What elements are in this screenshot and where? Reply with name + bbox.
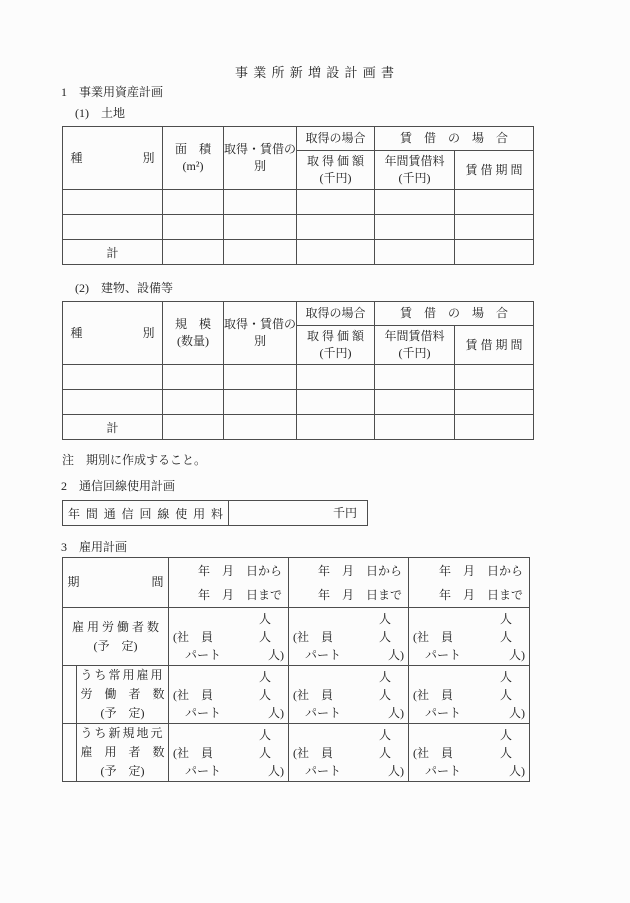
regular-workers-row-label: うち常用雇用 労 働 者 数 (予 定) — [77, 666, 169, 724]
staff-label: (社 員 — [173, 629, 214, 644]
note-text: 注 期別に作成すること。 — [62, 453, 207, 467]
part-time-label: パート — [305, 705, 342, 720]
part-time-unit: 人) — [388, 705, 405, 720]
blank-input-cell — [163, 365, 224, 390]
blank-input-cell — [63, 365, 163, 390]
land-col-header-lease-term: 賃 借 期 間 — [455, 151, 534, 190]
staff-unit: 人 — [379, 687, 392, 702]
comm-line-fee-label: 年 間 通 信 回 線 使 用 料 — [63, 501, 229, 526]
blank-input-cell — [163, 215, 224, 240]
blank-input-cell — [297, 240, 375, 265]
land-total-row-label: 計 — [63, 240, 163, 265]
blank-input-cell — [297, 190, 375, 215]
staff-label: (社 員 — [413, 629, 454, 644]
building-col-header-acquire-or-lease: 取得・賃借の 別 — [224, 302, 297, 365]
land-col-header-area: 面 積 (m²) — [163, 127, 224, 190]
comm-line-fee-unit: 千円 — [332, 505, 357, 520]
period-header-cell: 年 月 日から 年 月 日まで — [289, 558, 409, 608]
part-time-unit: 人) — [268, 647, 285, 662]
part-time-unit: 人) — [509, 647, 526, 662]
building-group-header-lease: 賃 借 の 場 合 — [375, 302, 534, 326]
part-time-label: パート — [425, 647, 462, 662]
indent-cell — [63, 666, 77, 724]
land-group-header-acquisition: 取得の場合 — [297, 127, 375, 151]
period-header-cell: 年 月 日から 年 月 日まで — [169, 558, 289, 608]
blank-input-cell — [224, 415, 297, 440]
period-header-label: 期 間 — [63, 558, 169, 608]
employment-count-cell: 人 (社 員 人 パート 人) — [169, 724, 289, 782]
blank-input-cell — [163, 190, 224, 215]
land-col-header-type: 種 別 — [63, 127, 163, 190]
staff-label: (社 員 — [413, 745, 454, 760]
section1-sub1-heading: (1) 土地 — [75, 106, 125, 120]
blank-input-cell — [63, 215, 163, 240]
building-col-header-type: 種 別 — [63, 302, 163, 365]
blank-input-cell — [375, 390, 455, 415]
blank-input-cell — [63, 390, 163, 415]
part-time-label: パート — [425, 763, 462, 778]
blank-input-cell — [375, 215, 455, 240]
part-time-label: パート — [185, 647, 222, 662]
blank-input-cell — [224, 240, 297, 265]
blank-input-cell — [455, 390, 534, 415]
part-time-unit: 人) — [509, 763, 526, 778]
blank-input-cell — [455, 240, 534, 265]
blank-input-cell — [297, 215, 375, 240]
land-col-header-annual-rent: 年間賃借料 (千円) — [375, 151, 455, 190]
employment-count-cell: 人 (社 員 人 パート 人) — [289, 608, 409, 666]
employment-count-cell: 人 (社 員 人 パート 人) — [289, 724, 409, 782]
part-time-label: パート — [305, 647, 342, 662]
comm-line-fee-value-cell — [229, 501, 368, 526]
building-group-header-acquisition: 取得の場合 — [297, 302, 375, 326]
part-time-label: パート — [305, 763, 342, 778]
building-col-header-acquisition-price: 取 得 価 額 (千円) — [297, 326, 375, 365]
blank-input-cell — [224, 390, 297, 415]
staff-label: (社 員 — [293, 745, 334, 760]
staff-label: (社 員 — [293, 687, 334, 702]
staff-unit: 人 — [379, 629, 392, 644]
staff-label: (社 員 — [173, 687, 214, 702]
land-col-header-acquisition-price: 取 得 価 額 (千円) — [297, 151, 375, 190]
employment-count-cell: 人 (社 員 人 パート 人) — [409, 666, 530, 724]
blank-input-cell — [455, 415, 534, 440]
blank-input-cell — [297, 415, 375, 440]
blank-input-cell — [375, 365, 455, 390]
part-time-label: パート — [425, 705, 462, 720]
part-time-label: パート — [185, 763, 222, 778]
blank-input-cell — [163, 415, 224, 440]
blank-input-cell — [455, 190, 534, 215]
employment-table — [62, 557, 530, 782]
blank-input-cell — [163, 240, 224, 265]
staff-label: (社 員 — [413, 687, 454, 702]
staff-unit: 人 — [259, 745, 272, 760]
blank-input-cell — [375, 190, 455, 215]
employed-workers-row-label: 雇 用 労 働 者 数 (予 定) — [63, 608, 169, 666]
land-col-header-acquire-or-lease: 取得・賃借の 別 — [224, 127, 297, 190]
part-time-unit: 人) — [509, 705, 526, 720]
section2-heading: 2 通信回線使用計画 — [61, 479, 176, 493]
section1-heading: 1 事業用資産計画 — [61, 85, 164, 99]
land-group-header-lease: 賃 借 の 場 合 — [375, 127, 534, 151]
employment-count-cell: 人 (社 員 人 パート 人) — [409, 608, 530, 666]
blank-input-cell — [455, 215, 534, 240]
blank-input-cell — [224, 190, 297, 215]
part-time-unit: 人) — [268, 763, 285, 778]
section1-sub2-heading: (2) 建物、設備等 — [75, 281, 173, 295]
section3-heading: 3 雇用計画 — [61, 540, 128, 554]
blank-input-cell — [297, 365, 375, 390]
staff-unit: 人 — [500, 629, 513, 644]
employment-count-cell: 人 (社 員 人 パート 人) — [169, 608, 289, 666]
blank-input-cell — [375, 415, 455, 440]
building-col-header-lease-term: 賃 借 期 間 — [455, 326, 534, 365]
part-time-unit: 人) — [268, 705, 285, 720]
indent-cell — [63, 724, 77, 782]
staff-label: (社 員 — [293, 629, 334, 644]
land-asset-table — [62, 126, 534, 265]
part-time-unit: 人) — [388, 763, 405, 778]
new-local-hires-row-label: うち新規地元 雇 用 者 数 (予 定) — [77, 724, 169, 782]
employment-count-cell: 人 (社 員 人 パート 人) — [289, 666, 409, 724]
employment-count-cell: 人 (社 員 人 パート 人) — [409, 724, 530, 782]
building-asset-table — [62, 301, 534, 440]
building-col-header-annual-rent: 年間賃借料 (千円) — [375, 326, 455, 365]
blank-input-cell — [297, 390, 375, 415]
staff-unit: 人 — [259, 629, 272, 644]
blank-input-cell — [455, 365, 534, 390]
staff-label: (社 員 — [173, 745, 214, 760]
staff-unit: 人 — [379, 745, 392, 760]
staff-unit: 人 — [500, 745, 513, 760]
document-title: 事 業 所 新 増 設 計 画 書 — [234, 65, 395, 80]
blank-input-cell — [375, 240, 455, 265]
blank-input-cell — [63, 190, 163, 215]
employment-count-cell: 人 (社 員 人 パート 人) — [169, 666, 289, 724]
comm-line-table — [62, 500, 368, 526]
building-total-row-label: 計 — [63, 415, 163, 440]
part-time-label: パート — [185, 705, 222, 720]
part-time-unit: 人) — [388, 647, 405, 662]
building-col-header-scale: 規 模 (数量) — [163, 302, 224, 365]
staff-unit: 人 — [500, 687, 513, 702]
staff-unit: 人 — [259, 687, 272, 702]
blank-input-cell — [224, 365, 297, 390]
period-header-cell: 年 月 日から 年 月 日まで — [409, 558, 530, 608]
blank-input-cell — [224, 215, 297, 240]
blank-input-cell — [163, 390, 224, 415]
